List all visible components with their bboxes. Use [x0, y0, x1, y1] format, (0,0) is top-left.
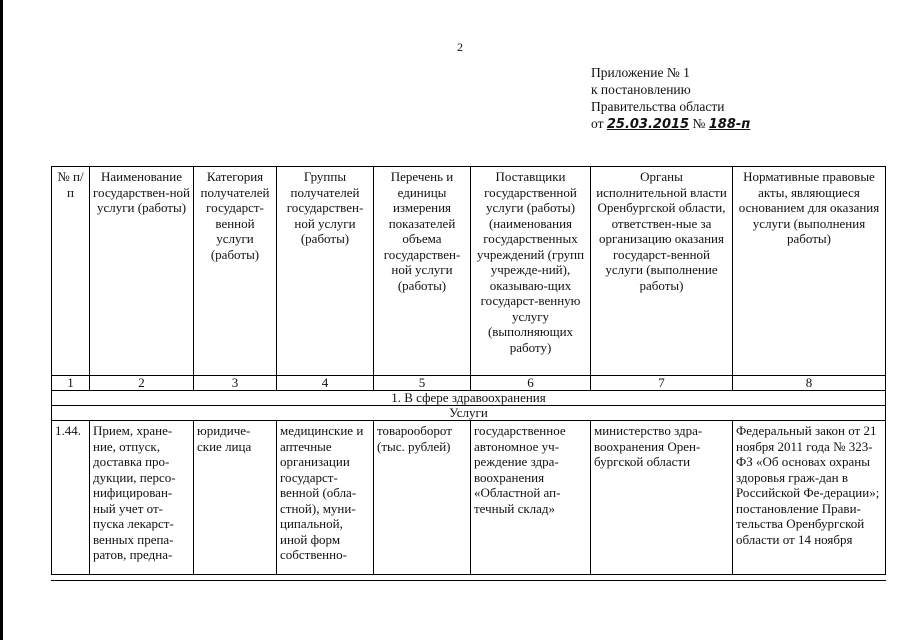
header-cell: Органы исполнительной власти Оренбургской области, ответствен-ные за организацию оказания государст-венной услуги (выполнение работы) [591, 167, 733, 376]
appendix-date-line [591, 115, 750, 133]
number-prefix: № [692, 116, 706, 131]
table-bottom-border [51, 580, 886, 581]
header-cell: Группы получателей государствен-ной услуги (работы) [277, 167, 374, 376]
header-cell: Наименование государствен-ной услуги (работы) [90, 167, 194, 376]
date-prefix: от [591, 116, 604, 131]
appendix-line-2: к постановлению [591, 82, 691, 97]
service-name: Прием, хране-ние, отпуск, доставка про-дукции, персо-нифицирован-ный учет от-пуска лекарст-венных препа-ратов, предна- [90, 421, 194, 575]
page-edge-bar [0, 0, 3, 640]
subsection-row [52, 406, 886, 421]
table-row [52, 421, 886, 575]
recipient-groups: медицинские и аптечные организации государст-венной (обла-стной), муни-ципальной, иной форм собственно- [277, 421, 374, 575]
handwritten-number: 188-п [708, 117, 751, 132]
column-number: 5 [374, 376, 471, 391]
header-cell: Нормативные правовые акты, являющиеся основанием для оказания услуги (выполнения работы) [733, 167, 886, 376]
recipient-category: юридиче-ские лица [194, 421, 277, 575]
appendix-title: Приложение № 1 [591, 65, 690, 80]
services-table [51, 166, 886, 575]
column-number: 1 [52, 376, 90, 391]
header-cell: № п/п [52, 167, 90, 376]
section-row [52, 391, 886, 406]
column-number-row [52, 376, 886, 391]
appendix-block [591, 64, 750, 133]
handwritten-date: 25.03.2015 [606, 117, 690, 132]
responsible-authority: министерство здра-воохранения Орен-бургской области [591, 421, 733, 575]
service-providers: государственное автономное уч-реждение здра-воохранения «Областной ап-течный склад» [471, 421, 591, 575]
column-number: 4 [277, 376, 374, 391]
section-title: 1. В сфере здравоохранения [52, 391, 886, 406]
column-number: 6 [471, 376, 591, 391]
column-number: 8 [733, 376, 886, 391]
page-number: 2 [457, 40, 463, 54]
header-cell: Поставщики государственной услуги (работы) (наименования государственных учреждений (групп учрежде-ний), оказываю-щих государст-венную услугу (выполняющих работу) [471, 167, 591, 376]
column-number: 7 [591, 376, 733, 391]
header-cell: Категория получателей государст-венной услуги (работы) [194, 167, 277, 376]
legal-acts: Федеральный закон от 21 ноября 2011 года № 323-ФЗ «Об основах охраны здоровья граж-дан в Российской Фе-дерации»; постановление Прави-тельства Оренбургской области от 14 ноября [733, 421, 886, 575]
header-cell: Перечень и единицы измерения показателей объема государствен-ной услуги (работы) [374, 167, 471, 376]
row-number: 1.44. [52, 421, 90, 575]
volume-indicators: товарооборот (тыс. рублей) [374, 421, 471, 575]
table-header-row [52, 167, 886, 376]
subsection-title: Услуги [52, 406, 886, 421]
column-number: 2 [90, 376, 194, 391]
column-number: 3 [194, 376, 277, 391]
appendix-line-3: Правительства области [591, 99, 725, 114]
